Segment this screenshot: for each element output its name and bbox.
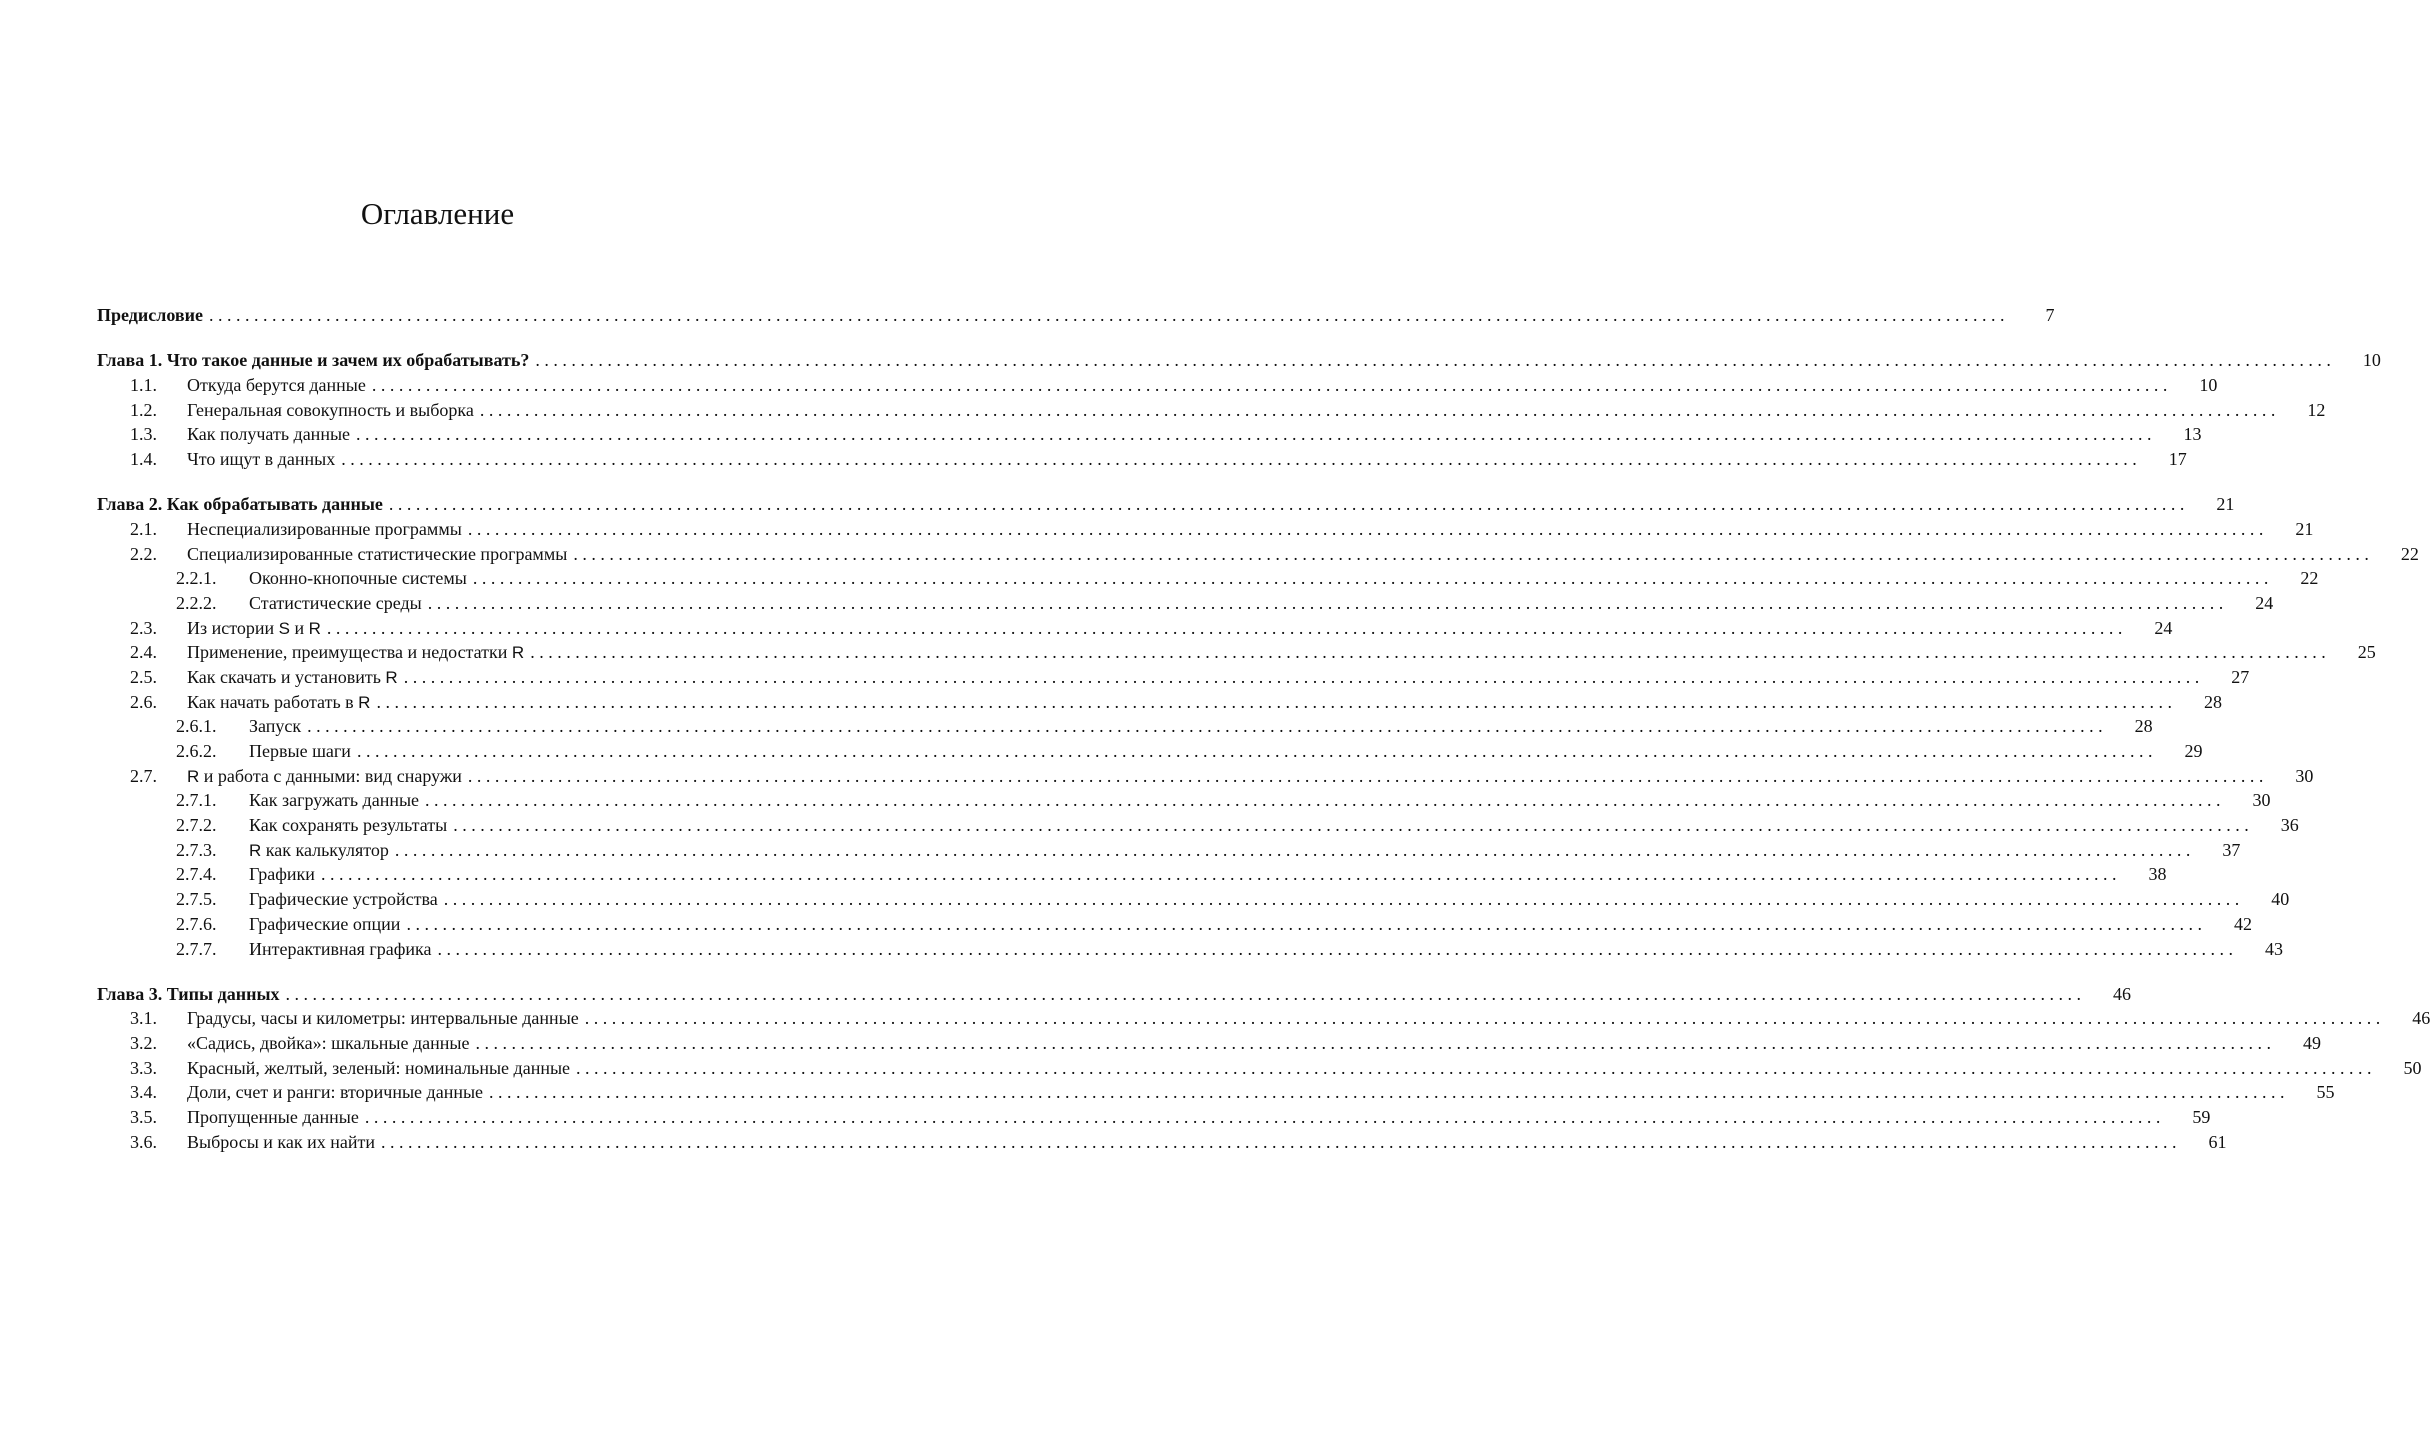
- dot-leader: . . . . . . . . . . . . . . . . . . . . . . . . . . . . . . . . . . . . . . . . . . . . . . . . . . . . . . . . . . . . . . . . . . . . . . . . . . . . . . . . . . . . . . . . . . . . . . . . . . . . . . . . . . . . . . . . . . . . . . . . . . . . . . . . . . . . . . . . . . . . . . . . . . . . . . . . . . . . . . . . . . . . . . . . . . . . . . . . . . . . . . . . . . . . . . . . . . . . . . . .: [406, 913, 2202, 934]
- section-number: 2.7.5.: [176, 889, 217, 910]
- page-number: 29: [2184, 741, 2203, 761]
- entry-title-text: Глава 3. Типы данных: [97, 983, 280, 1004]
- page-number: 61: [2208, 1131, 2227, 1152]
- entry-title-text: R: [358, 692, 371, 712]
- section-number: 2.7.3.: [176, 839, 217, 860]
- section-number: 2.2.: [130, 543, 157, 564]
- entry-title: [187, 373, 366, 398]
- toc-section-entry[interactable]: [97, 398, 2326, 423]
- entry-title-text: Глава 1. Что такое данные и зачем их обрабатывать?: [97, 350, 530, 371]
- entry-title-text: Генеральная совокупность и выборка: [187, 399, 474, 420]
- entry-title-text: Оконно-кнопочные системы: [249, 568, 467, 589]
- page-number: 12: [2307, 399, 2326, 420]
- toc-section-entry[interactable]: [97, 739, 2203, 764]
- toc-section-entry[interactable]: [97, 591, 2274, 616]
- entry-title: [249, 714, 301, 739]
- entry-title-text: Что ищут в данных: [187, 448, 336, 469]
- entry-title-text: Откуда берутся данные: [187, 374, 366, 395]
- section-number: 1.3.: [130, 424, 157, 445]
- page-number: 24: [2255, 592, 2274, 613]
- section-number: 2.1.: [130, 518, 157, 539]
- page-number: 13: [2183, 424, 2202, 445]
- toc-section-entry[interactable]: [97, 447, 2187, 472]
- dot-leader: . . . . . . . . . . . . . . . . . . . . . . . . . . . . . . . . . . . . . . . . . . . . . . . . . . . . . . . . . . . . . . . . . . . . . . . . . . . . . . . . . . . . . . . . . . . . . . . . . . . . . . . . . . . . . . . . . . . . . . . . . . . . . . . . . . . . . . . . . . . . . . . . . . . . . . . . . . . . . . . . . . . . . . . . . . . . . . . . . . . . . . . . . . . . . . . . . . . . . . . .: [427, 592, 2224, 613]
- section-number: 2.4.: [130, 642, 157, 663]
- section-number: 2.2.2.: [176, 592, 217, 613]
- entry-title-text: Красный, желтый, зеленый: номинальные данные: [187, 1057, 571, 1078]
- toc-section-entry[interactable]: [97, 788, 2271, 813]
- toc-section-entry[interactable]: [97, 542, 2419, 567]
- entry-title-text: Как загружать данные: [249, 790, 420, 811]
- page-number: 28: [2134, 716, 2153, 737]
- page-number: 28: [2203, 691, 2222, 712]
- dot-leader: . . . . . . . . . . . . . . . . . . . . . . . . . . . . . . . . . . . . . . . . . . . . . . . . . . . . . . . . . . . . . . . . . . . . . . . . . . . . . . . . . . . . . . . . . . . . . . . . . . . . . . . . . . . . . . . . . . . . . . . . . . . . . . . . . . . . . . . . . . . . . . . . . . . . . . . . . . . . . . . . . . . . . . . . . . . . . . . . . . . . . . . . . . . . . . . . . . . . . . . .: [425, 790, 2221, 811]
- toc-section-entry[interactable]: [97, 764, 2314, 789]
- dot-leader: . . . . . . . . . . . . . . . . . . . . . . . . . . . . . . . . . . . . . . . . . . . . . . . . . . . . . . . . . . . . . . . . . . . . . . . . . . . . . . . . . . . . . . . . . . . . . . . . . . . . . . . . . . . . . . . . . . . . . . . . . . . . . . . . . . . . . . . . . . . . . . . . . . . . . . . . . . . . . . . . . . . . . . . . . . . . . . . . . . . . . . . . . . . . . . . . . . . . . . . .: [453, 815, 2249, 836]
- entry-title-text: Графические опции: [249, 913, 401, 934]
- page-number: 17: [2168, 448, 2187, 469]
- section-number: 3.3.: [130, 1057, 157, 1078]
- dot-leader: . . . . . . . . . . . . . . . . . . . . . . . . . . . . . . . . . . . . . . . . . . . . . . . . . . . . . . . . . . . . . . . . . . . . . . . . . . . . . . . . . . . . . . . . . . . . . . . . . . . . . . . . . . . . . . . . . . . . . . . . . . . . . . . . . . . . . . . . . . . . . . . . . . . . . . . . . . . . . . . . . . . . . . . . . . . . . . . . . . . . . . . . . . . . . . . . . . . . . . . .: [584, 1008, 2381, 1029]
- page-number: 22: [2400, 543, 2419, 564]
- toc-section-entry[interactable]: [97, 690, 2222, 715]
- entry-title-text: R: [308, 618, 321, 638]
- toc-section-entry[interactable]: [97, 887, 2290, 912]
- entry-title: [187, 616, 321, 641]
- dot-leader: . . . . . . . . . . . . . . . . . . . . . . . . . . . . . . . . . . . . . . . . . . . . . . . . . . . . . . . . . . . . . . . . . . . . . . . . . . . . . . . . . . . . . . . . . . . . . . . . . . . . . . . . . . . . . . . . . . . . . . . . . . . . . . . . . . . . . . . . . . . . . . . . . . . . . . . . . . . . . . . . . . . . . . . . . . . . . . . . . . . . . . . . . . . . . . . . . . . . . . . .: [479, 399, 2276, 420]
- page-number: 55: [2316, 1082, 2335, 1103]
- entry-title-text: Как получать данные: [187, 424, 351, 445]
- page-number: 10: [2362, 350, 2381, 371]
- entry-title-text: Графики: [249, 864, 315, 885]
- entry-title: [187, 640, 524, 665]
- page-number: 7: [2045, 305, 2055, 325]
- dot-leader: . . . . . . . . . . . . . . . . . . . . . . . . . . . . . . . . . . . . . . . . . . . . . . . . . . . . . . . . . . . . . . . . . . . . . . . . . . . . . . . . . . . . . . . . . . . . . . . . . . . . . . . . . . . . . . . . . . . . . . . . . . . . . . . . . . . . . . . . . . . . . . . . . . . . . . . . . . . . . . . . . . . . . . . . . . . . . . . . . . . . . . . . . . . . . . . . . . . . . . . .: [535, 350, 2331, 371]
- page-number: 27: [2231, 666, 2250, 687]
- toc-section-entry[interactable]: [97, 616, 2173, 641]
- section-number: 2.5.: [130, 666, 157, 687]
- entry-title: [97, 348, 529, 373]
- page-number: 59: [2192, 1107, 2211, 1128]
- toc-section-entry[interactable]: [97, 1006, 2430, 1031]
- entry-title-text: Как начать работать в: [187, 691, 359, 712]
- entry-title-text: Градусы, часы и километры: интервальные данные: [187, 1008, 579, 1029]
- dot-leader: . . . . . . . . . . . . . . . . . . . . . . . . . . . . . . . . . . . . . . . . . . . . . . . . . . . . . . . . . . . . . . . . . . . . . . . . . . . . . . . . . . . . . . . . . . . . . . . . . . . . . . . . . . . . . . . . . . . . . . . . . . . . . . . . . . . . . . . . . . . . . . . . . . . . . . . . . . . . . . . . . . . . . . . . . . . . . . . . . . . . . . . . . . . . . . . . . . . . . . . .: [341, 448, 2137, 469]
- section-number: 2.7.6.: [176, 913, 217, 934]
- page-number: 38: [2148, 864, 2167, 885]
- entry-title-text: R: [511, 643, 525, 663]
- entry-title: [187, 1105, 359, 1130]
- toc-section-entry[interactable]: [97, 937, 2284, 962]
- entry-title-text: Графические устройства: [249, 889, 438, 910]
- entry-title-text: Запуск: [249, 716, 302, 737]
- toc-group: [97, 348, 2381, 471]
- entry-title: [249, 591, 422, 616]
- section-number: 3.2.: [130, 1033, 157, 1054]
- entry-title: [187, 1056, 570, 1081]
- dot-leader: . . . . . . . . . . . . . . . . . . . . . . . . . . . . . . . . . . . . . . . . . . . . . . . . . . . . . . . . . . . . . . . . . . . . . . . . . . . . . . . . . . . . . . . . . . . . . . . . . . . . . . . . . . . . . . . . . . . . . . . . . . . . . . . . . . . . . . . . . . . . . . . . . . . . . . . . . . . . . . . . . . . . . . . . . . . . . . . . . . . . . . . . . . . . . . . . . . . . . . . .: [364, 1107, 2161, 1128]
- toc-chapter-entry[interactable]: [97, 982, 2131, 1007]
- dot-leader: . . . . . . . . . . . . . . . . . . . . . . . . . . . . . . . . . . . . . . . . . . . . . . . . . . . . . . . . . . . . . . . . . . . . . . . . . . . . . . . . . . . . . . . . . . . . . . . . . . . . . . . . . . . . . . . . . . . . . . . . . . . . . . . . . . . . . . . . . . . . . . . . . . . . . . . . . . . . . . . . . . . . . . . . . . . . . . . . . . . . . . . . . . . . . . . . . . . . . . . .: [472, 568, 2269, 589]
- entry-title-text: Неспециализированные программы: [187, 518, 462, 539]
- section-number: 1.1.: [130, 374, 157, 395]
- toc-section-entry[interactable]: [97, 838, 2241, 863]
- dot-leader: . . . . . . . . . . . . . . . . . . . . . . . . . . . . . . . . . . . . . . . . . . . . . . . . . . . . . . . . . . . . . . . . . . . . . . . . . . . . . . . . . . . . . . . . . . . . . . . . . . . . . . . . . . . . . . . . . . . . . . . . . . . . . . . . . . . . . . . . . . . . . . . . . . . . . . . . . . . . . . . . . . . . . . . . . . . . . . . . . . . . . . . . . . . . . . . . . . . . . . . .: [307, 716, 2103, 737]
- toc-section-entry[interactable]: [97, 665, 2250, 690]
- entry-title-text: как калькулятор: [261, 839, 389, 860]
- entry-title-text: Из истории: [187, 617, 279, 638]
- entry-title: [249, 566, 467, 591]
- dot-leader: . . . . . . . . . . . . . . . . . . . . . . . . . . . . . . . . . . . . . . . . . . . . . . . . . . . . . . . . . . . . . . . . . . . . . . . . . . . . . . . . . . . . . . . . . . . . . . . . . . . . . . . . . . . . . . . . . . . . . . . . . . . . . . . . . . . . . . . . . . . . . . . . . . . . . . . . . . . . . . . . . . . . . . . . . . . . . . . . . . . . . . . . . . . . . . . . . . . . . . . .: [403, 666, 2200, 687]
- dot-leader: . . . . . . . . . . . . . . . . . . . . . . . . . . . . . . . . . . . . . . . . . . . . . . . . . . . . . . . . . . . . . . . . . . . . . . . . . . . . . . . . . . . . . . . . . . . . . . . . . . . . . . . . . . . . . . . . . . . . . . . . . . . . . . . . . . . . . . . . . . . . . . . . . . . . . . . . . . . . . . . . . . . . . . . . . . . . . . . . . . . . . . . . . . . . . . . . . . . . . . . .: [573, 543, 2369, 564]
- toc-section-entry[interactable]: [97, 1056, 2422, 1081]
- page-number: 21: [2295, 518, 2314, 539]
- entry-title: [97, 303, 203, 328]
- toc-section-entry[interactable]: [97, 714, 2153, 739]
- page-number: 10: [2199, 374, 2218, 395]
- toc-section-entry[interactable]: [97, 813, 2299, 838]
- entry-title-text: R: [385, 667, 398, 687]
- entry-title: [187, 665, 398, 690]
- entry-title-text: Применение, преимущества и недостатки: [187, 642, 512, 663]
- toc-section-entry[interactable]: [97, 1031, 2321, 1056]
- dot-leader: . . . . . . . . . . . . . . . . . . . . . . . . . . . . . . . . . . . . . . . . . . . . . . . . . . . . . . . . . . . . . . . . . . . . . . . . . . . . . . . . . . . . . . . . . . . . . . . . . . . . . . . . . . . . . . . . . . . . . . . . . . . . . . . . . . . . . . . . . . . . . . . . . . . . . . . . . . . . . . . . . . . . . . . . . . . . . . . . . . . . . . . . . . . . . . . . . . . . . . . .: [388, 494, 2185, 515]
- entry-title: [187, 1006, 579, 1031]
- section-number: 1.2.: [130, 399, 157, 420]
- dot-leader: . . . . . . . . . . . . . . . . . . . . . . . . . . . . . . . . . . . . . . . . . . . . . . . . . . . . . . . . . . . . . . . . . . . . . . . . . . . . . . . . . . . . . . . . . . . . . . . . . . . . . . . . . . . . . . . . . . . . . . . . . . . . . . . . . . . . . . . . . . . . . . . . . . . . . . . . . . . . . . . . . . . . . . . . . . . . . . . . . . . . . . . . . . . . . . . . . . . . . . . .: [530, 642, 2326, 663]
- page-number: 40: [2271, 889, 2290, 910]
- entry-title: [249, 813, 447, 838]
- section-number: 3.4.: [130, 1082, 157, 1103]
- entry-title: [97, 982, 280, 1007]
- section-number: 2.3.: [130, 617, 157, 638]
- dot-leader: . . . . . . . . . . . . . . . . . . . . . . . . . . . . . . . . . . . . . . . . . . . . . . . . . . . . . . . . . . . . . . . . . . . . . . . . . . . . . . . . . . . . . . . . . . . . . . . . . . . . . . . . . . . . . . . . . . . . . . . . . . . . . . . . . . . . . . . . . . . . . . . . . . . . . . . . . . . . . . . . . . . . . . . . . . . . . . . . . . . . . . . . . . . . . . . . . . . . . . . .: [285, 983, 2081, 1004]
- page-number: 46: [2412, 1008, 2430, 1029]
- section-number: 3.5.: [130, 1107, 157, 1128]
- entry-title-text: и: [289, 617, 309, 638]
- entry-title-text: R: [187, 766, 200, 786]
- toc-chapter-entry[interactable]: [97, 303, 2055, 328]
- entry-title: [249, 739, 351, 764]
- entry-title-text: «Садись, двойка»: шкальные данные: [187, 1033, 470, 1054]
- dot-leader: . . . . . . . . . . . . . . . . . . . . . . . . . . . . . . . . . . . . . . . . . . . . . . . . . . . . . . . . . . . . . . . . . . . . . . . . . . . . . . . . . . . . . . . . . . . . . . . . . . . . . . . . . . . . . . . . . . . . . . . . . . . . . . . . . . . . . . . . . . . . . . . . . . . . . . . . . . . . . . . . . . . . . . . . . . . . . . . . . . . . . . . . . . . . . . . . . . . . . . . .: [437, 938, 2234, 959]
- page-number: 49: [2303, 1033, 2321, 1054]
- entry-title-text: и работа с данными: вид снаружи: [199, 765, 462, 786]
- dot-leader: . . . . . . . . . . . . . . . . . . . . . . . . . . . . . . . . . . . . . . . . . . . . . . . . . . . . . . . . . . . . . . . . . . . . . . . . . . . . . . . . . . . . . . . . . . . . . . . . . . . . . . . . . . . . . . . . . . . . . . . . . . . . . . . . . . . . . . . . . . . . . . . . . . . . . . . . . . . . . . . . . . . . . . . . . . . . . . . . . . . . . . . . . . . . . . . . . . . . . . . .: [475, 1033, 2271, 1054]
- toc-section-entry[interactable]: [97, 1130, 2227, 1155]
- entry-title-text: Предисловие: [97, 305, 203, 325]
- entry-title-text: Интерактивная графика: [249, 938, 432, 959]
- dot-leader: . . . . . . . . . . . . . . . . . . . . . . . . . . . . . . . . . . . . . . . . . . . . . . . . . . . . . . . . . . . . . . . . . . . . . . . . . . . . . . . . . . . . . . . . . . . . . . . . . . . . . . . . . . . . . . . . . . . . . . . . . . . . . . . . . . . . . . . . . . . . . . . . . . . . . . . . . . . . . . . . . . . . . . . . . . . . . . . . . . . . . . . . . . . . . . . . . . . . . . . .: [356, 424, 2152, 445]
- entry-title-text: Выбросы и как их найти: [187, 1131, 376, 1152]
- toc-section-entry[interactable]: [97, 862, 2167, 887]
- page-number: 30: [2252, 790, 2271, 811]
- toc-section-entry[interactable]: [97, 422, 2202, 447]
- toc-chapter-entry[interactable]: [97, 492, 2235, 517]
- page-title: Оглавление: [360, 196, 515, 231]
- dot-leader: . . . . . . . . . . . . . . . . . . . . . . . . . . . . . . . . . . . . . . . . . . . . . . . . . . . . . . . . . . . . . . . . . . . . . . . . . . . . . . . . . . . . . . . . . . . . . . . . . . . . . . . . . . . . . . . . . . . . . . . . . . . . . . . . . . . . . . . . . . . . . . . . . . . . . . . . . . . . . . . . . . . . . . . . . . . . . . . . . . . . . . . . . . . . . . . . . . . . . . . .: [208, 305, 2005, 325]
- entry-title: [187, 398, 474, 423]
- entry-title-text: Как сохранять результаты: [249, 815, 448, 836]
- entry-title-text: Специализированные статистические программы: [187, 543, 568, 564]
- entry-title: [249, 838, 389, 863]
- section-number: 2.6.2.: [176, 741, 217, 761]
- dot-leader: . . . . . . . . . . . . . . . . . . . . . . . . . . . . . . . . . . . . . . . . . . . . . . . . . . . . . . . . . . . . . . . . . . . . . . . . . . . . . . . . . . . . . . . . . . . . . . . . . . . . . . . . . . . . . . . . . . . . . . . . . . . . . . . . . . . . . . . . . . . . . . . . . . . . . . . . . . . . . . . . . . . . . . . . . . . . . . . . . . . . . . . . . . . . . . . . . . . . . . . .: [381, 1131, 2177, 1152]
- entry-title: [249, 788, 419, 813]
- entry-title: [249, 937, 432, 962]
- toc-group: [97, 492, 2419, 961]
- section-number: 2.7.1.: [176, 790, 217, 811]
- section-number: 2.6.: [130, 691, 157, 712]
- dot-leader: . . . . . . . . . . . . . . . . . . . . . . . . . . . . . . . . . . . . . . . . . . . . . . . . . . . . . . . . . . . . . . . . . . . . . . . . . . . . . . . . . . . . . . . . . . . . . . . . . . . . . . . . . . . . . . . . . . . . . . . . . . . . . . . . . . . . . . . . . . . . . . . . . . . . . . . . . . . . . . . . . . . . . . . . . . . . . . . . . . . . . . . . . . . . . . . . . . . . . . . .: [576, 1057, 2372, 1078]
- page-number: 30: [2295, 765, 2314, 786]
- dot-leader: . . . . . . . . . . . . . . . . . . . . . . . . . . . . . . . . . . . . . . . . . . . . . . . . . . . . . . . . . . . . . . . . . . . . . . . . . . . . . . . . . . . . . . . . . . . . . . . . . . . . . . . . . . . . . . . . . . . . . . . . . . . . . . . . . . . . . . . . . . . . . . . . . . . . . . . . . . . . . . . . . . . . . . . . . . . . . . . . . . . . . . . . . . . . . . . . . . . . . . . .: [489, 1082, 2285, 1103]
- entry-title: [187, 764, 462, 789]
- dot-leader: . . . . . . . . . . . . . . . . . . . . . . . . . . . . . . . . . . . . . . . . . . . . . . . . . . . . . . . . . . . . . . . . . . . . . . . . . . . . . . . . . . . . . . . . . . . . . . . . . . . . . . . . . . . . . . . . . . . . . . . . . . . . . . . . . . . . . . . . . . . . . . . . . . . . . . . . . . . . . . . . . . . . . . . . . . . . . . . . . . . . . . . . . . . . . . . . . . . . . . . .: [326, 617, 2123, 638]
- entry-title: [187, 542, 567, 567]
- page-number: 42: [2233, 913, 2252, 934]
- dot-leader: . . . . . . . . . . . . . . . . . . . . . . . . . . . . . . . . . . . . . . . . . . . . . . . . . . . . . . . . . . . . . . . . . . . . . . . . . . . . . . . . . . . . . . . . . . . . . . . . . . . . . . . . . . . . . . . . . . . . . . . . . . . . . . . . . . . . . . . . . . . . . . . . . . . . . . . . . . . . . . . . . . . . . . . . . . . . . . . . . . . . . . . . . . . . . . . . . . . . . . . .: [467, 765, 2264, 786]
- page-number: 46: [2113, 983, 2131, 1004]
- table-of-contents: [97, 303, 2430, 1175]
- section-number: 3.6.: [130, 1131, 157, 1152]
- page-number: 21: [2216, 494, 2235, 515]
- toc-chapter-entry[interactable]: [97, 348, 2381, 373]
- dot-leader: . . . . . . . . . . . . . . . . . . . . . . . . . . . . . . . . . . . . . . . . . . . . . . . . . . . . . . . . . . . . . . . . . . . . . . . . . . . . . . . . . . . . . . . . . . . . . . . . . . . . . . . . . . . . . . . . . . . . . . . . . . . . . . . . . . . . . . . . . . . . . . . . . . . . . . . . . . . . . . . . . . . . . . . . . . . . . . . . . . . . . . . . . . . . . . . . . . . . . . . .: [443, 889, 2240, 910]
- toc-section-entry[interactable]: [97, 640, 2376, 665]
- entry-title: [187, 1080, 483, 1105]
- section-number: 2.7.4.: [176, 864, 217, 885]
- entry-title: [97, 492, 383, 517]
- section-number: 2.7.: [130, 765, 157, 786]
- entry-title-text: Первые шаги: [249, 741, 351, 761]
- entry-title: [249, 887, 438, 912]
- entry-title-text: Статистические среды: [249, 592, 422, 613]
- entry-title: [187, 447, 335, 472]
- entry-title-text: Доли, счет и ранги: вторичные данные: [187, 1082, 484, 1103]
- entry-title-text: Пропущенные данные: [187, 1107, 359, 1128]
- entry-title: [187, 422, 350, 447]
- entry-title-text: R: [249, 840, 262, 860]
- dot-leader: . . . . . . . . . . . . . . . . . . . . . . . . . . . . . . . . . . . . . . . . . . . . . . . . . . . . . . . . . . . . . . . . . . . . . . . . . . . . . . . . . . . . . . . . . . . . . . . . . . . . . . . . . . . . . . . . . . . . . . . . . . . . . . . . . . . . . . . . . . . . . . . . . . . . . . . . . . . . . . . . . . . . . . . . . . . . . . . . . . . . . . . . . . . . . . . . . . . . . . . .: [371, 374, 2168, 395]
- dot-leader: . . . . . . . . . . . . . . . . . . . . . . . . . . . . . . . . . . . . . . . . . . . . . . . . . . . . . . . . . . . . . . . . . . . . . . . . . . . . . . . . . . . . . . . . . . . . . . . . . . . . . . . . . . . . . . . . . . . . . . . . . . . . . . . . . . . . . . . . . . . . . . . . . . . . . . . . . . . . . . . . . . . . . . . . . . . . . . . . . . . . . . . . . . . . . . . . . . . . . . . .: [467, 518, 2264, 539]
- entry-title: [249, 862, 315, 887]
- page-number: 50: [2403, 1057, 2422, 1078]
- toc-section-entry[interactable]: [97, 1080, 2335, 1105]
- toc-group: [97, 982, 2430, 1155]
- section-number: 2.7.7.: [176, 938, 217, 959]
- toc-section-entry[interactable]: [97, 517, 2314, 542]
- entry-title-text: Как скачать и установить: [187, 666, 386, 687]
- page-number: 36: [2280, 815, 2299, 836]
- entry-title: [249, 912, 400, 937]
- entry-title-text: Глава 2. Как обрабатывать данные: [97, 494, 383, 515]
- entry-title: [187, 690, 370, 715]
- toc-section-entry[interactable]: [97, 1105, 2211, 1130]
- page-number: 25: [2357, 642, 2376, 663]
- entry-title: [187, 1031, 470, 1056]
- page-number: 24: [2154, 617, 2173, 638]
- section-number: 3.1.: [130, 1008, 157, 1029]
- toc-section-entry[interactable]: [97, 373, 2218, 398]
- toc-section-entry[interactable]: [97, 566, 2319, 591]
- entry-title: [187, 1130, 375, 1155]
- section-number: 2.2.1.: [176, 568, 217, 589]
- section-number: 2.7.2.: [176, 815, 217, 836]
- dot-leader: . . . . . . . . . . . . . . . . . . . . . . . . . . . . . . . . . . . . . . . . . . . . . . . . . . . . . . . . . . . . . . . . . . . . . . . . . . . . . . . . . . . . . . . . . . . . . . . . . . . . . . . . . . . . . . . . . . . . . . . . . . . . . . . . . . . . . . . . . . . . . . . . . . . . . . . . . . . . . . . . . . . . . . . . . . . . . . . . . . . . . . . . . . . . . . . . . . . . . . . .: [356, 741, 2153, 761]
- dot-leader: . . . . . . . . . . . . . . . . . . . . . . . . . . . . . . . . . . . . . . . . . . . . . . . . . . . . . . . . . . . . . . . . . . . . . . . . . . . . . . . . . . . . . . . . . . . . . . . . . . . . . . . . . . . . . . . . . . . . . . . . . . . . . . . . . . . . . . . . . . . . . . . . . . . . . . . . . . . . . . . . . . . . . . . . . . . . . . . . . . . . . . . . . . . . . . . . . . . . . . . .: [376, 691, 2172, 712]
- page-number: 37: [2222, 839, 2241, 860]
- dot-leader: . . . . . . . . . . . . . . . . . . . . . . . . . . . . . . . . . . . . . . . . . . . . . . . . . . . . . . . . . . . . . . . . . . . . . . . . . . . . . . . . . . . . . . . . . . . . . . . . . . . . . . . . . . . . . . . . . . . . . . . . . . . . . . . . . . . . . . . . . . . . . . . . . . . . . . . . . . . . . . . . . . . . . . . . . . . . . . . . . . . . . . . . . . . . . . . . . . . . . . . .: [320, 864, 2117, 885]
- section-number: 1.4.: [130, 448, 157, 469]
- toc-section-entry[interactable]: [97, 912, 2252, 937]
- section-number: 2.6.1.: [176, 716, 217, 737]
- dot-leader: . . . . . . . . . . . . . . . . . . . . . . . . . . . . . . . . . . . . . . . . . . . . . . . . . . . . . . . . . . . . . . . . . . . . . . . . . . . . . . . . . . . . . . . . . . . . . . . . . . . . . . . . . . . . . . . . . . . . . . . . . . . . . . . . . . . . . . . . . . . . . . . . . . . . . . . . . . . . . . . . . . . . . . . . . . . . . . . . . . . . . . . . . . . . . . . . . . . . . . . .: [394, 839, 2191, 860]
- page-number: 43: [2265, 938, 2284, 959]
- entry-title-text: S: [278, 618, 290, 638]
- page-number: 22: [2300, 568, 2319, 589]
- toc-group: [97, 303, 2055, 328]
- entry-title: [187, 517, 462, 542]
